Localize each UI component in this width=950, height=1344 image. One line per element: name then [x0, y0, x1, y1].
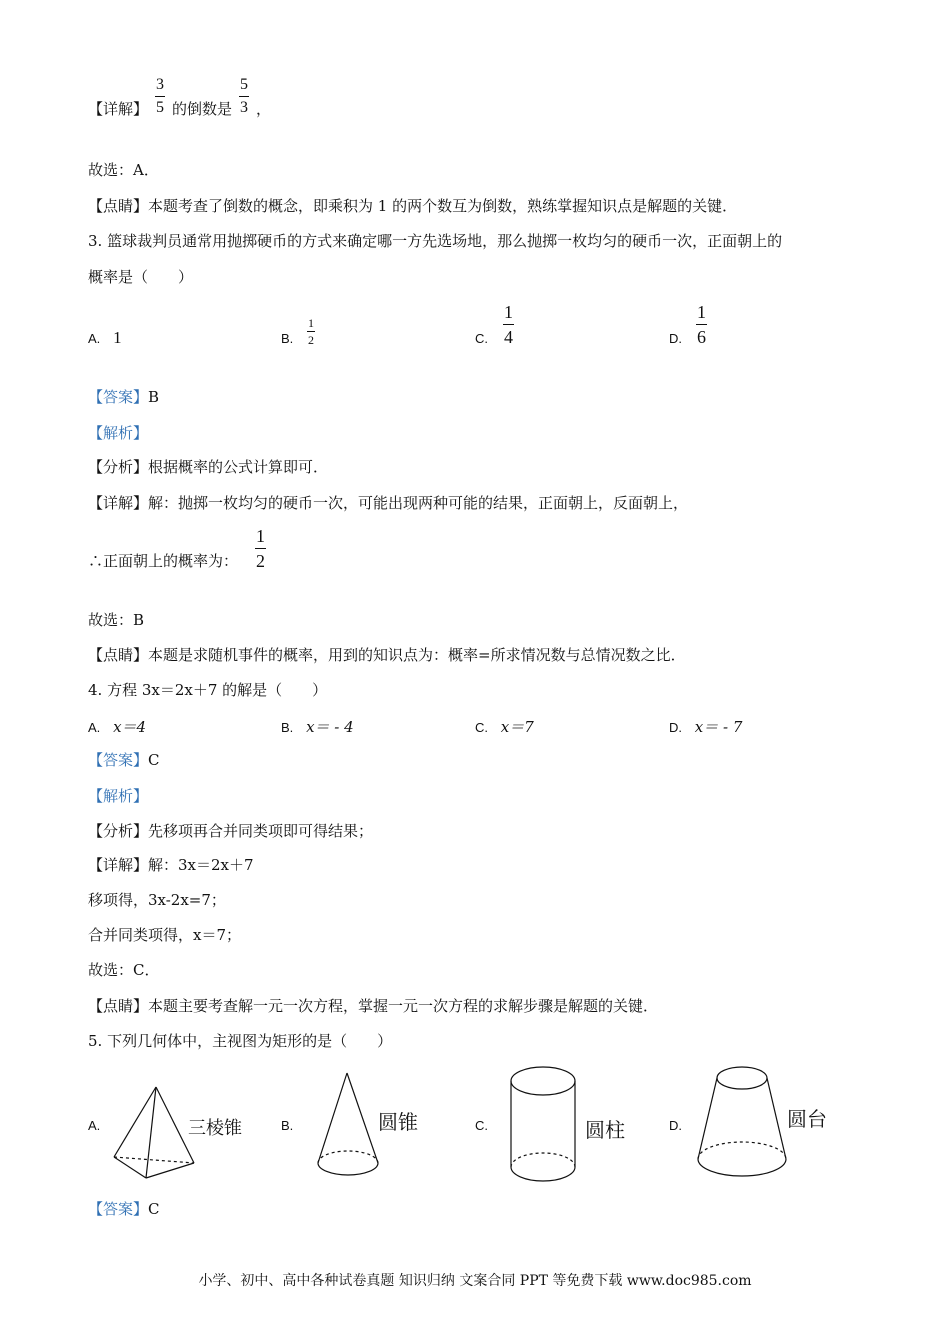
answer-value: B — [148, 388, 160, 406]
detail-middle-text: 的倒数是 — [172, 100, 233, 118]
question-4-stem: 4. 方程 3x＝2x＋7 的解是（ ） — [88, 681, 328, 699]
question-3-stem-cont: 概率是（ ） — [88, 268, 194, 286]
option-b — [281, 716, 354, 737]
fraction-three-fifths — [155, 76, 165, 117]
answer-tag: 【答案】 — [88, 751, 149, 769]
analysis-tag: 【解析】 — [88, 424, 149, 442]
option-c-letter: C. — [475, 331, 488, 346]
fraction-bar — [696, 324, 707, 325]
option-b-letter: B. — [281, 331, 294, 346]
fraction-denominator: 3 — [240, 99, 248, 116]
option-a — [88, 716, 146, 737]
option-value: 1 — [113, 328, 122, 347]
fraction-bar — [155, 96, 165, 97]
shape-label: 圆柱 — [585, 1118, 625, 1142]
fraction-five-thirds — [239, 76, 249, 117]
fraction-numerator: 5 — [240, 76, 248, 93]
detail-tail-text: ， — [256, 100, 272, 118]
detail-tag: 【详解】 — [88, 100, 149, 118]
option-letter: A. — [88, 720, 101, 735]
option-b-fraction — [307, 317, 315, 346]
option-c-fraction — [503, 302, 514, 347]
fraction-bar — [307, 331, 315, 332]
choose-line: 故选：C． — [88, 961, 160, 979]
fraction-bar — [255, 548, 266, 549]
fraction-denominator: 4 — [504, 327, 513, 347]
option-d-letter: D. — [669, 331, 682, 346]
question-5-stem: 5. 下列几何体中，主视图为矩形的是（ ） — [88, 1032, 393, 1050]
frustum-figure — [695, 1064, 789, 1182]
fraction-denominator: 2 — [308, 333, 314, 347]
page-footer: 小学、初中、高中各种试卷真题 知识归纳 文案合同 PPT 等免费下载 www.doc985.com — [198, 1273, 752, 1289]
result-fraction — [255, 526, 266, 571]
fraction-denominator: 2 — [256, 551, 265, 571]
answer-tag: 【答案】 — [88, 1200, 149, 1218]
answer-line — [88, 1199, 160, 1219]
option-c-letter: C. — [475, 1118, 488, 1133]
shape-label: 圆锥 — [378, 1110, 418, 1134]
choose-line: 故选：A． — [88, 161, 159, 179]
comment-line: 【点睛】本题考查了倒数的概念，即乘积为 1 的两个数互为倒数，熟练掌握知识点是解题的关键． — [88, 197, 738, 215]
therefore-line: ∴正面朝上的概率为： — [88, 552, 239, 570]
detail-line: 【详解】解：3x＝2x＋7 — [88, 856, 254, 874]
option-value: x＝ - 4 — [306, 718, 354, 736]
option-letter: A. — [88, 331, 101, 346]
answer-tag: 【答案】 — [88, 388, 149, 406]
answer-line — [88, 750, 160, 770]
fraction-denominator: 5 — [156, 99, 164, 116]
option-a — [88, 328, 122, 348]
comment-line: 【点睛】本题是求随机事件的概率，用到的知识点为：概率=所求情况数与总情况数之比． — [88, 646, 686, 664]
fraction-bar — [503, 324, 514, 325]
option-letter: C. — [475, 720, 488, 735]
fraction-numerator: 1 — [697, 302, 706, 322]
fraction-numerator: 1 — [256, 526, 265, 546]
step-line: 移项得，3x-2x=7； — [88, 891, 226, 909]
answer-value: C — [148, 1200, 160, 1218]
option-d-fraction — [696, 302, 707, 347]
option-letter: B. — [281, 720, 294, 735]
question-3-stem: 3. 篮球裁判员通常用抛掷硬币的方式来确定哪一方先选场地，那么抛掷一枚均匀的硬币一次，正面朝上的 — [88, 232, 783, 250]
cone-figure — [315, 1070, 381, 1188]
analysis-tag: 【解析】 — [88, 787, 149, 805]
option-value: x＝ - 7 — [694, 718, 743, 736]
cylinder-figure — [508, 1064, 578, 1188]
choose-line: 故选：B — [88, 611, 145, 629]
detail-line — [88, 99, 148, 119]
answer-line — [88, 387, 159, 407]
option-value: x＝4 — [113, 718, 147, 736]
fraction-numerator: 1 — [308, 316, 314, 330]
fenxi-line: 【分析】先移项再合并同类项即可得结果； — [88, 822, 374, 840]
detail-line: 【详解】解：抛掷一枚均匀的硬币一次，可能出现两种可能的结果，正面朝上，反面朝上， — [88, 494, 689, 512]
fraction-numerator: 3 — [156, 76, 164, 93]
fraction-numerator: 1 — [504, 302, 513, 322]
shape-label: 圆台 — [787, 1107, 827, 1131]
option-letter: D. — [669, 720, 682, 735]
answer-value: C — [148, 751, 160, 769]
fenxi-line: 【分析】根据概率的公式计算即可． — [88, 458, 329, 476]
option-value: x＝7 — [500, 718, 534, 736]
fraction-denominator: 6 — [697, 327, 706, 347]
step-line: 合并同类项得，x＝7； — [88, 926, 242, 944]
option-d — [669, 716, 742, 737]
shape-label: 三棱锥 — [188, 1118, 242, 1139]
triangular-pyramid-figure — [108, 1085, 198, 1185]
option-b-letter: B. — [281, 1118, 294, 1133]
option-a-letter: A. — [88, 1118, 101, 1133]
option-d-letter: D. — [669, 1118, 682, 1133]
comment-line: 【点睛】本题主要考查解一元一次方程，掌握一元一次方程的求解步骤是解题的关键． — [88, 997, 659, 1015]
fraction-bar — [239, 96, 249, 97]
option-c — [475, 716, 534, 737]
